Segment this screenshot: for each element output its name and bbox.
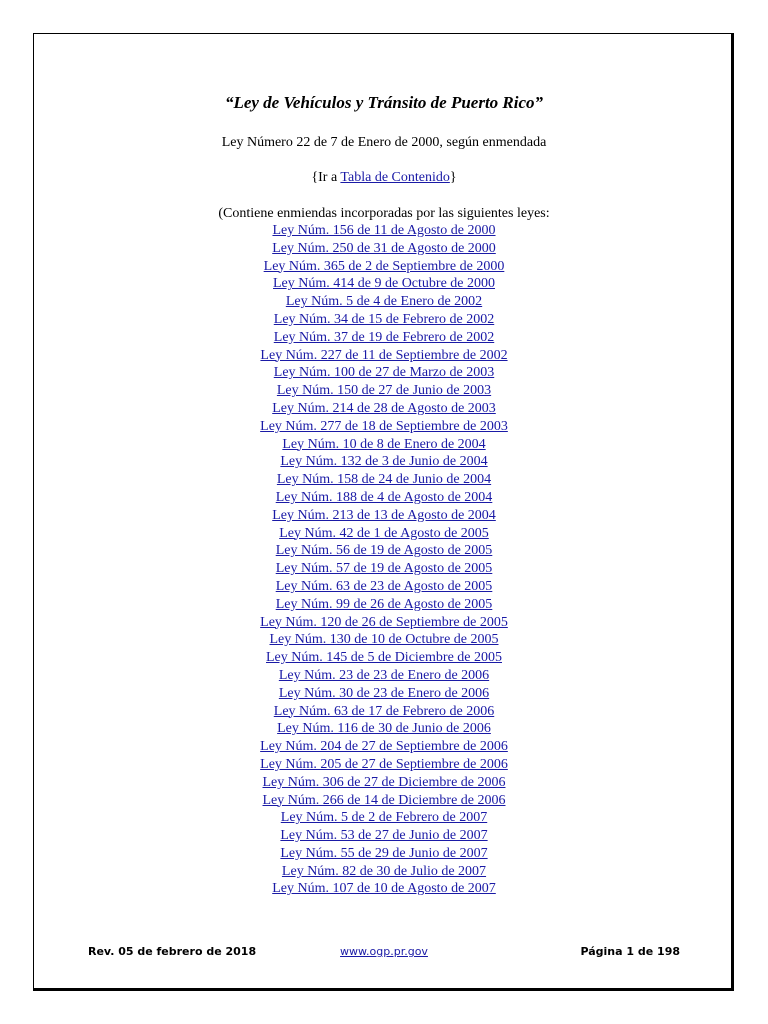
amendment-link[interactable]: Ley Núm. 250 de 31 de Agosto de 2000 <box>272 240 496 256</box>
amendment-item <box>0 507 768 525</box>
amendment-item <box>0 792 768 810</box>
amendment-item <box>0 880 768 898</box>
amendment-link[interactable]: Ley Núm. 10 de 8 de Enero de 2004 <box>282 436 486 452</box>
amendment-link[interactable]: Ley Núm. 5 de 4 de Enero de 2002 <box>285 294 483 310</box>
amendment-link[interactable]: Ley Núm. 100 de 27 de Marzo de 2003 <box>273 365 495 381</box>
amendment-link[interactable]: Ley Núm. 107 de 10 de Agosto de 2007 <box>272 881 496 897</box>
amendment-item <box>0 418 768 436</box>
amendment-link[interactable]: Ley Núm. 99 de 26 de Agosto de 2005 <box>275 596 493 612</box>
amendment-link[interactable]: Ley Núm. 130 de 10 de Octubre de 2005 <box>269 632 499 648</box>
amendment-link[interactable]: Ley Núm. 132 de 3 de Junio de 2004 <box>280 454 488 470</box>
page-footer <box>88 944 680 960</box>
amendment-link[interactable]: Ley Núm. 227 de 11 de Septiembre de 2002 <box>260 347 508 363</box>
amendment-link[interactable]: Ley Núm. 42 de 1 de Agosto de 2005 <box>279 525 489 541</box>
amendment-item <box>0 489 768 507</box>
toc-prefix: {Ir a <box>311 170 341 185</box>
amendment-link[interactable]: Ley Núm. 145 de 5 de Diciembre de 2005 <box>266 650 502 666</box>
amendment-link[interactable]: Ley Núm. 116 de 30 de Junio de 2006 <box>277 721 491 737</box>
amendment-item <box>0 578 768 596</box>
amendment-link[interactable]: Ley Núm. 63 de 23 de Agosto de 2005 <box>275 578 493 594</box>
amendment-link[interactable]: Ley Núm. 30 de 23 de Enero de 2006 <box>278 685 490 701</box>
website-link[interactable]: www.ogp.pr.gov <box>340 945 428 958</box>
amendment-item <box>0 525 768 543</box>
amendment-link[interactable]: Ley Núm. 266 de 14 de Diciembre de 2006 <box>262 792 506 808</box>
amendment-item <box>0 685 768 703</box>
document-title: “Ley de Vehículos y Tránsito de Puerto Rico” <box>224 93 544 112</box>
amendment-link[interactable]: Ley Núm. 63 de 17 de Febrero de 2006 <box>273 703 495 719</box>
amendment-link[interactable]: Ley Núm. 34 de 15 de Febrero de 2002 <box>273 311 495 327</box>
amendment-item <box>0 364 768 382</box>
toc-link[interactable]: Tabla de Contenido <box>340 170 450 185</box>
amendment-item <box>0 631 768 649</box>
amendment-item <box>0 471 768 489</box>
amendment-link[interactable]: Ley Núm. 57 de 19 de Agosto de 2005 <box>275 561 493 577</box>
amendment-item <box>0 649 768 667</box>
page-number: Página 1 de 198 <box>580 945 680 958</box>
amendment-link[interactable]: Ley Núm. 37 de 19 de Febrero de 2002 <box>273 329 495 345</box>
amendment-link[interactable]: Ley Núm. 213 de 13 de Agosto de 2004 <box>272 507 496 523</box>
amendment-link[interactable]: Ley Núm. 414 de 9 de Octubre de 2000 <box>273 276 495 292</box>
amendment-item <box>0 222 768 240</box>
amendment-link[interactable]: Ley Núm. 23 de 23 de Enero de 2006 <box>278 667 490 683</box>
amendments-intro: (Contiene enmiendas incorporadas por las siguientes leyes: <box>218 206 550 221</box>
amendment-link[interactable]: Ley Núm. 214 de 28 de Agosto de 2003 <box>272 400 496 416</box>
amendment-item <box>0 560 768 578</box>
amendment-item <box>0 400 768 418</box>
amendment-link[interactable]: Ley Núm. 56 de 19 de Agosto de 2005 <box>275 543 493 559</box>
toc-line <box>0 169 768 187</box>
amendment-link[interactable]: Ley Núm. 306 de 27 de Diciembre de 2006 <box>262 774 506 790</box>
amendment-item <box>0 827 768 845</box>
amendment-item <box>0 436 768 454</box>
amendment-link[interactable]: Ley Núm. 188 de 4 de Agosto de 2004 <box>275 489 493 505</box>
amendment-item <box>0 596 768 614</box>
amendment-item <box>0 240 768 258</box>
amendment-item <box>0 845 768 863</box>
revision-date: Rev. 05 de febrero de 2018 <box>88 945 257 958</box>
amendment-item <box>0 382 768 400</box>
amendment-item <box>0 311 768 329</box>
amendment-item <box>0 863 768 881</box>
amendment-link[interactable]: Ley Núm. 365 de 2 de Septiembre de 2000 <box>263 258 505 274</box>
amendment-link[interactable]: Ley Núm. 277 de 18 de Septiembre de 2003 <box>260 418 508 434</box>
amendment-item <box>0 774 768 792</box>
amendment-link[interactable]: Ley Núm. 53 de 27 de Junio de 2007 <box>280 828 488 844</box>
amendment-link[interactable]: Ley Núm. 158 de 24 de Junio de 2004 <box>276 472 492 488</box>
toc-suffix: } <box>449 170 457 185</box>
amendment-link[interactable]: Ley Núm. 82 de 30 de Julio de 2007 <box>281 863 487 879</box>
amendment-item <box>0 756 768 774</box>
amendment-link[interactable]: Ley Núm. 156 de 11 de Agosto de 2000 <box>272 223 496 238</box>
amendment-item <box>0 258 768 276</box>
amendment-item <box>0 809 768 827</box>
amendment-item <box>0 347 768 365</box>
amendment-item <box>0 667 768 685</box>
amendment-item <box>0 614 768 632</box>
amendment-link[interactable]: Ley Núm. 5 de 2 de Febrero de 2007 <box>280 810 488 826</box>
document-subtitle: Ley Número 22 de 7 de Enero de 2000, según enmendada <box>221 135 547 150</box>
amendment-link[interactable]: Ley Núm. 204 de 27 de Septiembre de 2006 <box>260 739 508 755</box>
amendments-list <box>0 222 768 898</box>
amendment-link[interactable]: Ley Núm. 120 de 26 de Septiembre de 2005 <box>260 614 508 630</box>
amendment-link[interactable]: Ley Núm. 205 de 27 de Septiembre de 2006 <box>260 756 508 772</box>
amendment-item <box>0 453 768 471</box>
amendment-item <box>0 703 768 721</box>
amendment-item <box>0 542 768 560</box>
amendment-item <box>0 329 768 347</box>
amendment-item <box>0 293 768 311</box>
amendment-item <box>0 275 768 293</box>
amendment-item <box>0 738 768 756</box>
amendment-link[interactable]: Ley Núm. 55 de 29 de Junio de 2007 <box>280 845 488 861</box>
amendment-item <box>0 720 768 738</box>
amendment-link[interactable]: Ley Núm. 150 de 27 de Junio de 2003 <box>276 383 492 399</box>
